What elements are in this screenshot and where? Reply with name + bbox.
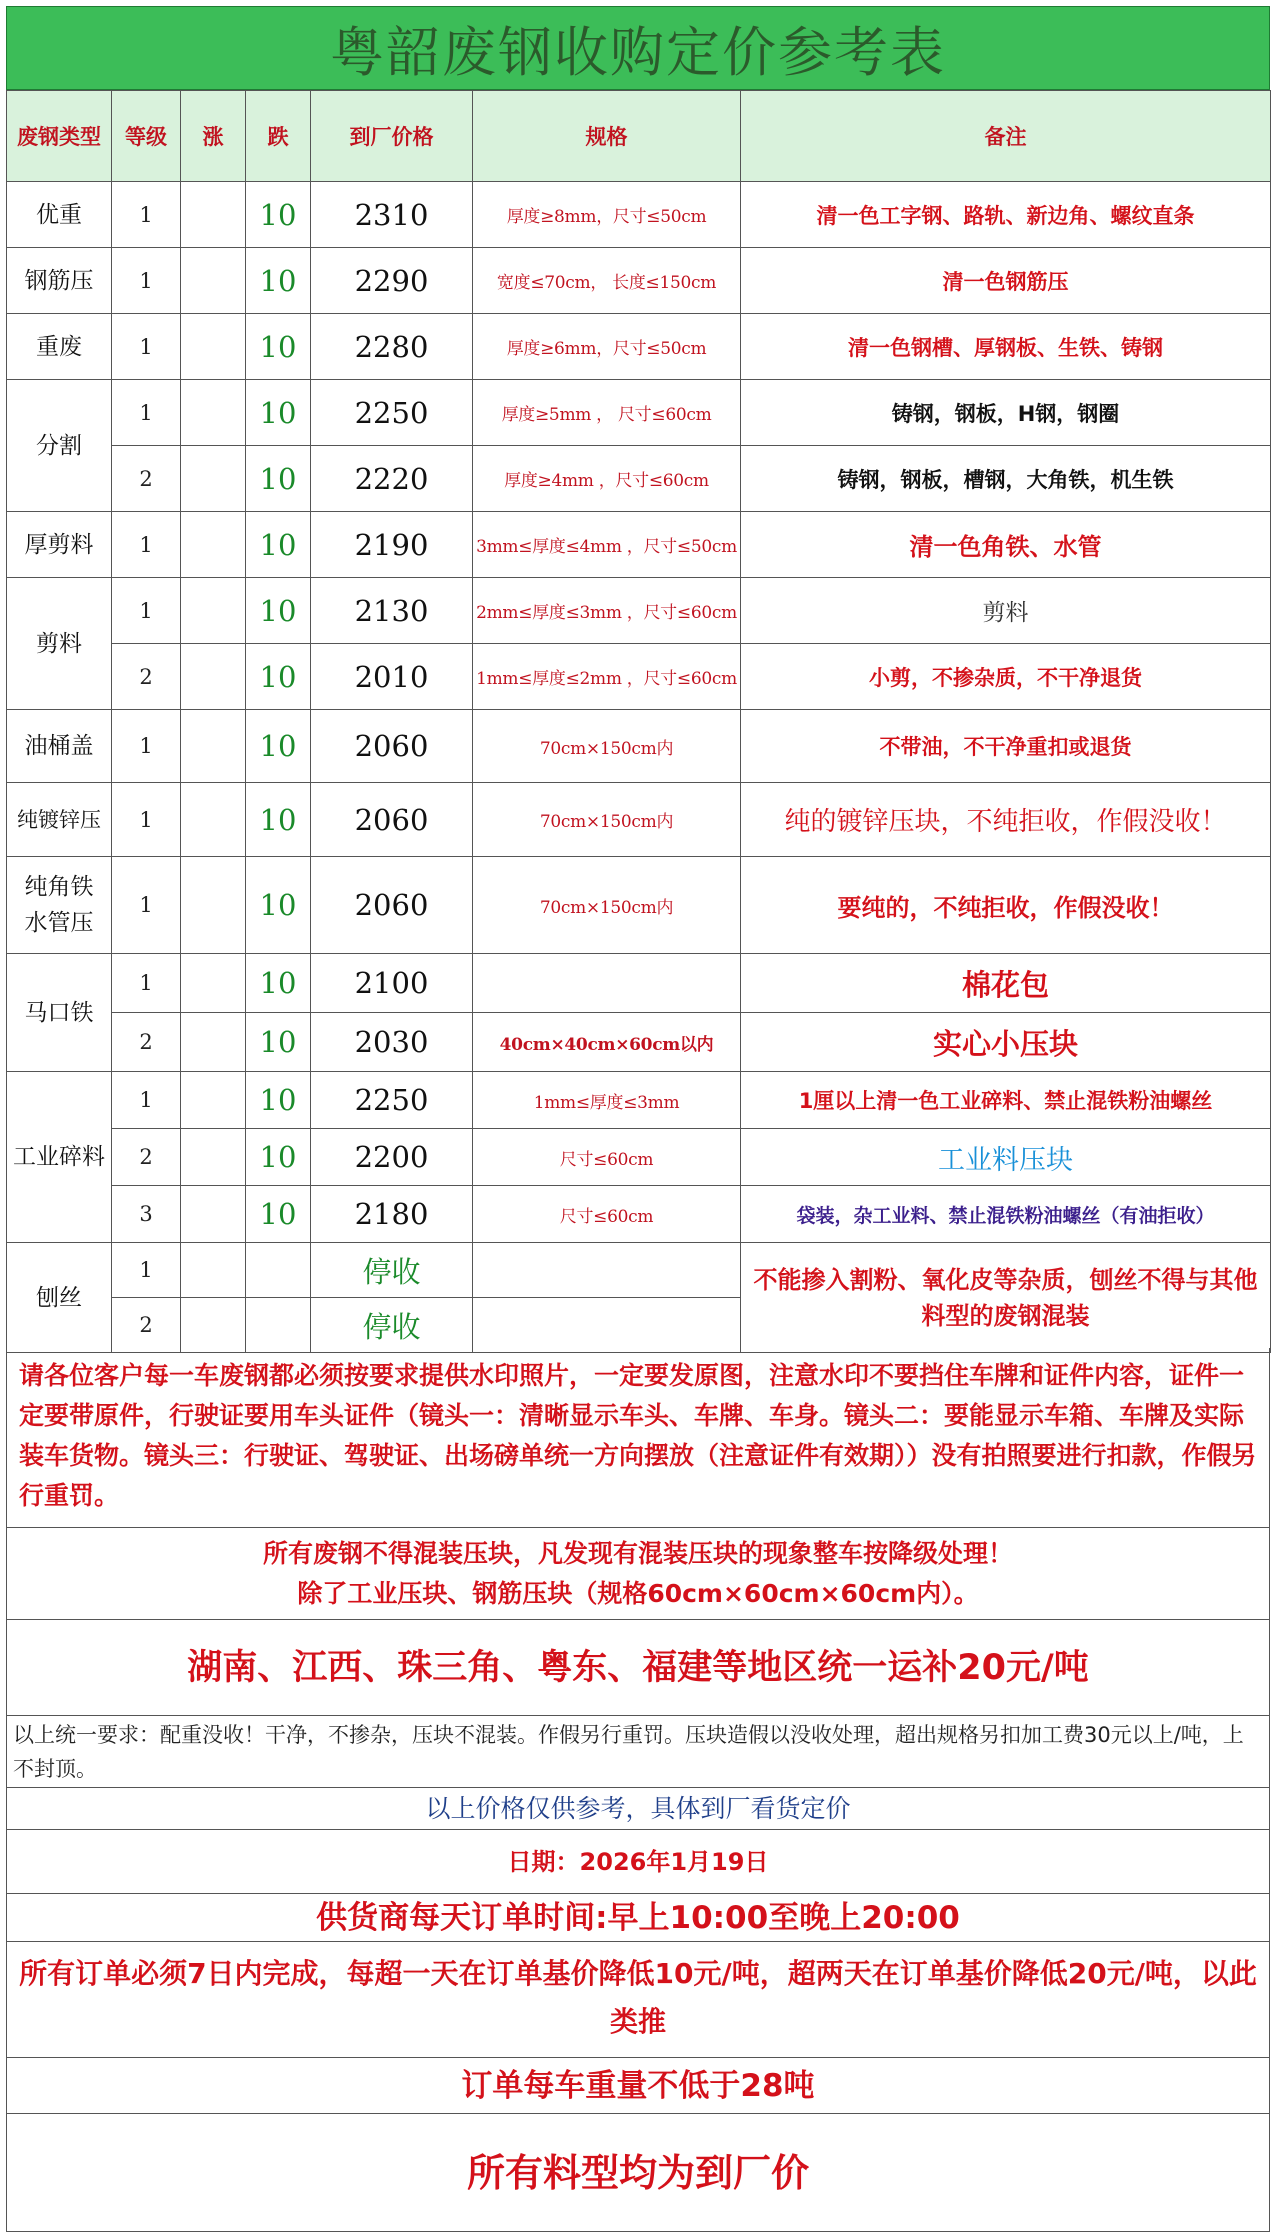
category-cell: 钢筋压 [7,248,112,314]
table-header-row [7,91,1271,182]
drop-cell [246,1243,311,1298]
note-cell: 实心小压块 [741,1013,1271,1072]
grade-cell: 1 [112,380,181,446]
requirements-text: 以上统一要求：配重没收！干净，不掺杂，压块不混装。作假另行重罚。压块造假以没收处理，超出规格另扣加工费30元以上/吨，上不封顶。 [13,1723,1244,1781]
grade-cell: 1 [112,248,181,314]
spec-cell: 3mm≤厚度≤4mm ，尺寸≤50cm [473,512,741,578]
subsidy-text: 湖南、江西、珠三角、粤东、福建等地区统一运补20元/吨 [187,1648,1089,1688]
delivered-price-notice [6,2114,1270,2232]
delivered-price-text: 所有料型均为到厂价 [466,2151,809,2195]
note-cell: 铸钢，钢板，H钢，钢圈 [741,380,1271,446]
grade-cell: 1 [112,1243,181,1298]
photo-requirement-text: 请各位客户每一车废钢都必须按要求提供水印照片，一定要发原图，注意水印不要挡住车牌和证件内容，证件一定要带原件，行驶证要用车头证件（镜头一：清晰显示车头、车牌、车身。镜头二：要能显示车箱、车牌及实际装车货物。镜头三：行驶证、驾驶证、出场磅单统一方向摆放（注意证件有效期））没有拍照要进行扣款，作假另行重罚。 [19,1361,1257,1510]
reference-notice [6,1788,1270,1830]
note-cell: 1厘以上清一色工业碎料、禁止混铁粉油螺丝 [741,1072,1271,1129]
order-time-notice [6,1894,1270,1942]
drop-cell: 10 [246,710,311,783]
table-row [7,314,1271,380]
price-cell: 停收 [311,1298,473,1353]
category-cell: 纯镀锌压 [7,783,112,857]
grade-cell: 2 [112,1013,181,1072]
rise-cell [181,1072,246,1129]
note-cell: 袋装，杂工业料、禁止混铁粉油螺丝（有油拒收） [741,1186,1271,1243]
price-cell: 2130 [311,578,473,644]
grade-cell: 2 [112,1298,181,1353]
rise-cell [181,954,246,1013]
price-cell: 2250 [311,1072,473,1129]
note-cell: 小剪，不掺杂质，不干净退货 [741,644,1271,710]
table-row [7,1013,1271,1072]
category-cell: 工业碎料 [7,1072,112,1243]
page-title: 粤韶废钢收购定价参考表 [6,6,1270,90]
spec-cell: 1mm≤厚度≤3mm [473,1072,741,1129]
spec-cell: 厚度≥4mm ，尺寸≤60cm [473,446,741,512]
order-deadline-notice [6,1942,1270,2058]
rise-cell [181,578,246,644]
table-row [7,1243,1271,1298]
drop-cell: 10 [246,1129,311,1186]
rise-cell [181,1243,246,1298]
header-note: 备注 [741,91,1271,182]
spec-cell: 宽度≤70cm， 长度≤150cm [473,248,741,314]
rise-cell [181,1129,246,1186]
order-time-text: 供货商每天订单时间:早上10:00至晚上20:00 [316,1900,960,1936]
spec-cell: 尺寸≤60cm [473,1129,741,1186]
spec-cell: 尺寸≤60cm [473,1186,741,1243]
header-grade: 等级 [112,91,181,182]
category-cell: 剪料 [7,578,112,710]
no-mixed-line-1: 所有废钢不得混装压块，凡发现有混装压块的现象整车按降级处理！ [262,1539,1013,1568]
rise-cell [181,1186,246,1243]
spec-cell: 1mm≤厚度≤2mm ，尺寸≤60cm [473,644,741,710]
min-weight-notice [6,2058,1270,2114]
grade-cell: 1 [112,710,181,783]
rise-cell [181,783,246,857]
min-weight-text: 订单每车重量不低于28吨 [461,2068,815,2104]
table-row [7,380,1271,446]
drop-cell: 10 [246,857,311,954]
table-row [7,1129,1271,1186]
table-row [7,1186,1271,1243]
drop-cell: 10 [246,380,311,446]
reference-text: 以上价格仅供参考，具体到厂看货定价 [425,1794,851,1823]
category-cell: 纯角铁水管压 [7,857,112,954]
grade-cell: 2 [112,446,181,512]
header-price: 到厂价格 [311,91,473,182]
table-row [7,446,1271,512]
grade-cell: 1 [112,783,181,857]
price-cell: 2100 [311,954,473,1013]
requirements-notice [6,1716,1270,1788]
drop-cell: 10 [246,1186,311,1243]
rise-cell [181,1013,246,1072]
grade-cell: 1 [112,1072,181,1129]
price-cell: 2200 [311,1129,473,1186]
rise-cell [181,314,246,380]
note-cell: 不带油，不干净重扣或退货 [741,710,1271,783]
note-cell: 清一色钢筋压 [741,248,1271,314]
price-cell: 停收 [311,1243,473,1298]
note-cell: 剪料 [741,578,1271,644]
note-cell: 工业料压块 [741,1129,1271,1186]
drop-cell: 10 [246,783,311,857]
category-cell: 重废 [7,314,112,380]
price-cell: 2180 [311,1186,473,1243]
note-cell: 清一色角铁、水管 [741,512,1271,578]
grade-cell: 3 [112,1186,181,1243]
spec-cell: 厚度≥8mm，尺寸≤50cm [473,182,741,248]
rise-cell [181,380,246,446]
no-mixed-line-2: 除了工业压块、钢筋压块（规格60cm×60cm×60cm内）。 [297,1579,979,1608]
price-cell: 2060 [311,710,473,783]
grade-cell: 1 [112,314,181,380]
category-cell: 厚剪料 [7,512,112,578]
rise-cell [181,710,246,783]
category-cell: 马口铁 [7,954,112,1072]
note-cell: 铸钢，钢板，槽钢，大角铁，机生铁 [741,446,1271,512]
subsidy-notice [6,1620,1270,1716]
category-cell: 刨丝 [7,1243,112,1353]
category-cell: 优重 [7,182,112,248]
drop-cell: 10 [246,644,311,710]
note-cell: 清一色工字钢、路轨、新边角、螺纹直条 [741,182,1271,248]
grade-cell: 2 [112,644,181,710]
price-cell: 2060 [311,857,473,954]
table-row [7,783,1271,857]
drop-cell: 10 [246,248,311,314]
rise-cell [181,512,246,578]
table-row [7,578,1271,644]
rise-cell [181,248,246,314]
price-cell: 2010 [311,644,473,710]
price-table [6,90,1271,1353]
header-spec: 规格 [473,91,741,182]
drop-cell: 10 [246,578,311,644]
price-cell: 2280 [311,314,473,380]
spec-cell: 70cm×150cm内 [473,783,741,857]
table-row [7,954,1271,1013]
price-cell: 2030 [311,1013,473,1072]
drop-cell: 10 [246,954,311,1013]
spec-cell [473,1298,741,1353]
grade-cell: 1 [112,954,181,1013]
drop-cell [246,1298,311,1353]
header-rise: 涨 [181,91,246,182]
price-cell: 2310 [311,182,473,248]
spec-cell [473,954,741,1013]
grade-cell: 2 [112,1129,181,1186]
category-cell: 分割 [7,380,112,512]
table-row [7,512,1271,578]
price-cell: 2060 [311,783,473,857]
spec-cell: 厚度≥5mm ， 尺寸≤60cm [473,380,741,446]
drop-cell: 10 [246,314,311,380]
header-drop: 跌 [246,91,311,182]
drop-cell: 10 [246,182,311,248]
spec-cell: 40cm×40cm×60cm以内 [473,1013,741,1072]
table-row [7,857,1271,954]
table-row [7,182,1271,248]
drop-cell: 10 [246,1072,311,1129]
note-cell: 棉花包 [741,954,1271,1013]
drop-cell: 10 [246,1013,311,1072]
spec-cell: 70cm×150cm内 [473,857,741,954]
grade-cell: 1 [112,182,181,248]
price-cell: 2290 [311,248,473,314]
spec-cell: 厚度≥6mm，尺寸≤50cm [473,314,741,380]
spec-cell [473,1243,741,1298]
grade-cell: 1 [112,512,181,578]
drop-cell: 10 [246,446,311,512]
table-row [7,1072,1271,1129]
rise-cell [181,857,246,954]
date-notice [6,1830,1270,1894]
note-cell: 要纯的，不纯拒收，作假没收！ [741,857,1271,954]
no-mixed-notice [6,1528,1270,1620]
photo-requirement [6,1348,1270,1528]
date-text: 日期：2026年1月19日 [507,1848,769,1876]
spec-cell: 70cm×150cm内 [473,710,741,783]
table-row [7,710,1271,783]
grade-cell: 1 [112,857,181,954]
note-cell: 清一色钢槽、厚钢板、生铁、铸钢 [741,314,1271,380]
rise-cell [181,446,246,512]
note-cell: 纯的镀锌压块，不纯拒收，作假没收！ [741,783,1271,857]
order-deadline-text: 所有订单必须7日内完成，每超一天在订单基价降低10元/吨，超两天在订单基价降低20元/吨，以此类推 [19,1957,1257,2038]
grade-cell: 1 [112,578,181,644]
price-cell: 2190 [311,512,473,578]
price-cell: 2220 [311,446,473,512]
header-type: 废钢类型 [7,91,112,182]
drop-cell: 10 [246,512,311,578]
rise-cell [181,644,246,710]
table-row [7,644,1271,710]
price-cell: 2250 [311,380,473,446]
rise-cell [181,182,246,248]
note-cell: 不能掺入割粉、氧化皮等杂质，刨丝不得与其他料型的废钢混装 [741,1243,1271,1353]
spec-cell: 2mm≤厚度≤3mm ，尺寸≤60cm [473,578,741,644]
table-row [7,248,1271,314]
rise-cell [181,1298,246,1353]
category-cell: 油桶盖 [7,710,112,783]
